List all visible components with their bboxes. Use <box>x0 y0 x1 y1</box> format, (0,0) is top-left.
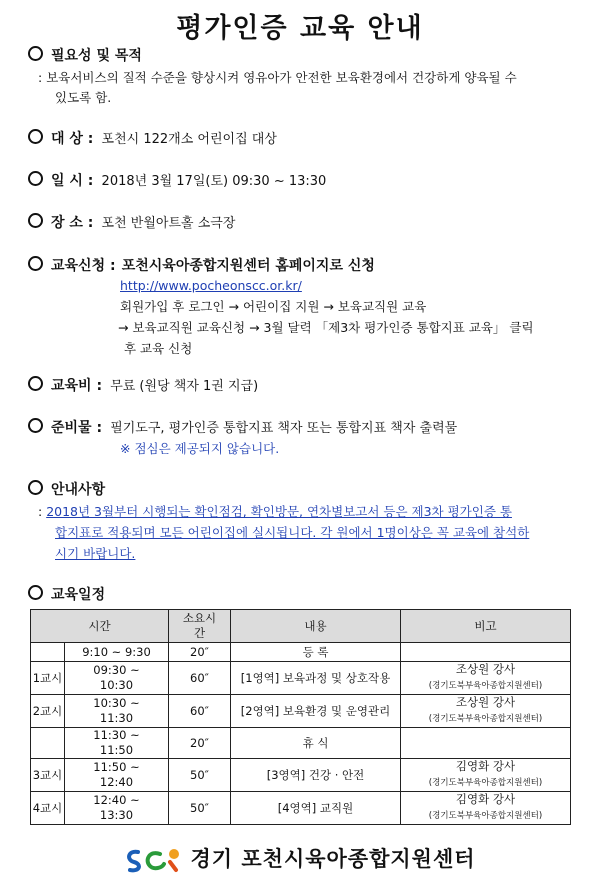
row-duration: 50″ <box>169 792 231 825</box>
table-row <box>31 792 571 825</box>
circle-bullet-icon <box>28 585 43 600</box>
row-period: 2교시 <box>31 695 65 728</box>
notice-line-2: 합지표로 적용되며 모든 어린이집에 실시됩니다. 각 원에서 1명이상은 꼭 교육에 참석하 <box>55 525 530 540</box>
date-row: 일 시 : 2018년 3월 17일(토) 09:30 ~ 13:30 <box>28 171 326 192</box>
purpose-text-1: : 보육서비스의 질적 수준을 향상시켜 영유아가 안전한 보육환경에서 건강하게 양육될 수 <box>38 70 517 85</box>
row-time: 09:30 ~ 10:30 <box>65 662 169 695</box>
table-header-row <box>31 610 571 643</box>
row-content: [1영역] 보육과정 및 상호작용 <box>231 662 401 695</box>
row-time: 10:30 ~ 11:30 <box>65 695 169 728</box>
row-note: 조상원 강사 (경기도북부육아종합지원센터) <box>401 662 571 695</box>
footer <box>0 843 600 874</box>
row-note <box>401 728 571 759</box>
page-title: 평가인증 교육 안내 <box>176 13 424 44</box>
schedule-heading: 교육일정 <box>28 585 105 606</box>
purpose-heading: 필요성 및 목적 <box>28 46 142 67</box>
date-value: 2018년 3월 17일(토) 09:30 ~ 13:30 <box>101 174 327 189</box>
notice-line-3: 시기 바랍니다. <box>55 546 136 561</box>
row-content: [3영역] 건강 · 안전 <box>231 759 401 792</box>
row-note <box>401 643 571 662</box>
circle-bullet-icon <box>28 129 43 144</box>
circle-bullet-icon <box>28 171 43 186</box>
fee-value: 무료 (원당 책자 1권 지급) <box>110 379 259 394</box>
notice-line-1: : 2018년 3월부터 시행되는 확인점검, 확인방문, 연차별보고서 등은 제3차 평가인증 통 <box>38 504 512 519</box>
header-note: 비고 <box>401 610 571 643</box>
prep-row: 준비물 : 필기도구, 평가인증 통합지표 책자 또는 통합지표 책자 출력물 <box>28 418 457 439</box>
table-row <box>31 759 571 792</box>
row-note: 김영화 강사 (경기도북부육아종합지원센터) <box>401 792 571 825</box>
circle-bullet-icon <box>28 418 43 433</box>
target-value: 포천시 122개소 어린이집 대상 <box>101 132 277 147</box>
place-value: 포천 반월아트홀 소극장 <box>101 216 236 231</box>
circle-bullet-icon <box>28 213 43 228</box>
row-time: 11:50 ~ 12:40 <box>65 759 169 792</box>
apply-step-2: → 보육교직원 교육신청 → 3월 달력 「제3차 평가인증 통합지표 교육」 클릭 <box>118 320 534 335</box>
target-row: 대 상 : 포천시 122개소 어린이집 대상 <box>28 129 277 150</box>
row-period: 3교시 <box>31 759 65 792</box>
row-duration: 50″ <box>169 759 231 792</box>
row-content: 등 록 <box>231 643 401 662</box>
header-content: 내용 <box>231 610 401 643</box>
row-period <box>31 728 65 759</box>
circle-bullet-icon <box>28 46 43 61</box>
row-time: 12:40 ~ 13:30 <box>65 792 169 825</box>
apply-step-1: 회원가입 후 로그인 → 어린이집 지원 → 보육교직원 교육 <box>120 299 427 314</box>
row-note: 김영화 강사 (경기도북부육아종합지원센터) <box>401 759 571 792</box>
table-row <box>31 728 571 759</box>
row-duration: 60″ <box>169 662 231 695</box>
apply-row: 교육신청 : 포천시육아종합지원센터 홈페이지로 신청 <box>28 256 375 277</box>
center-logo-icon <box>124 846 186 874</box>
row-duration: 20″ <box>169 643 231 662</box>
apply-step-3: 후 교육 신청 <box>124 341 193 356</box>
row-duration: 20″ <box>169 728 231 759</box>
row-content: 휴 식 <box>231 728 401 759</box>
row-note: 조상원 강사 (경기도북부육아종합지원센터) <box>401 695 571 728</box>
header-duration: 소요시 간 <box>169 610 231 643</box>
homepage-link[interactable]: http://www.pocheonscc.or.kr/ <box>120 278 302 293</box>
table-row <box>31 695 571 728</box>
place-row: 장 소 : 포천 반월아트홀 소극장 <box>28 213 235 234</box>
circle-bullet-icon <box>28 376 43 391</box>
circle-bullet-icon <box>28 256 43 271</box>
row-period: 4교시 <box>31 792 65 825</box>
table-row <box>31 662 571 695</box>
footer-org-name: 경기 포천시육아종합지원센터 <box>190 847 476 871</box>
apply-value: 포천시육아종합지원센터 홈페이지로 신청 <box>121 258 375 274</box>
row-time: 9:10 ~ 9:30 <box>65 643 169 662</box>
purpose-text-2: 있도록 함. <box>55 90 112 105</box>
table-row <box>31 643 571 662</box>
lunch-note: ※ 점심은 제공되지 않습니다. <box>120 441 280 456</box>
row-period: 1교시 <box>31 662 65 695</box>
schedule-table <box>30 609 571 825</box>
row-content: [4영역] 교직원 <box>231 792 401 825</box>
circle-bullet-icon <box>28 480 43 495</box>
row-time: 11:30 ~ 11:50 <box>65 728 169 759</box>
notice-heading: 안내사항 <box>28 480 105 501</box>
prep-value: 필기도구, 평가인증 통합지표 책자 또는 통합지표 책자 출력물 <box>110 421 458 436</box>
header-time: 시간 <box>31 610 169 643</box>
fee-row: 교육비 : 무료 (원당 책자 1권 지급) <box>28 376 258 397</box>
row-duration: 60″ <box>169 695 231 728</box>
row-period <box>31 643 65 662</box>
row-content: [2영역] 보육환경 및 운영관리 <box>231 695 401 728</box>
